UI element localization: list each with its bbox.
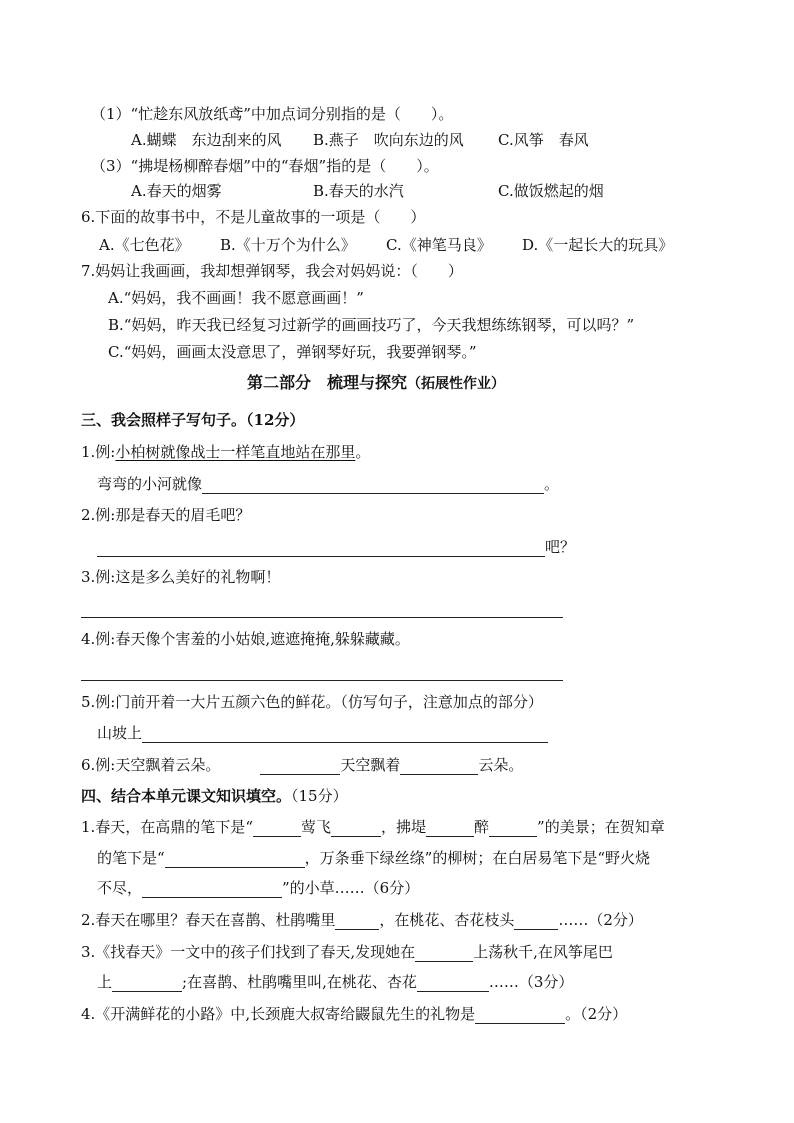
- fill1-line1: [81, 817, 665, 837]
- q6-option-c[interactable]: C.《神笔马良》: [386, 236, 492, 254]
- ex6-end: 云朵。: [478, 756, 524, 774]
- q6-option-a[interactable]: A.《七色花》: [99, 236, 190, 254]
- ex1-example: [81, 442, 370, 462]
- fill3-blank-2[interactable]: [112, 975, 182, 992]
- fill1-text-g: ，万条垂下绿丝绦”的柳树；在白居易笔下是“野火烧: [304, 849, 651, 867]
- ex4-answer-blank[interactable]: [81, 664, 563, 681]
- ex5-answer-blank[interactable]: [142, 726, 548, 743]
- fill1-text-i: ”的小草……（6分）: [282, 879, 420, 897]
- fill1-blank-2[interactable]: [331, 820, 381, 837]
- ex3-answer: [81, 598, 563, 618]
- fill2-blank-2[interactable]: [514, 913, 558, 930]
- ex5-answer-prefix: 山坡上: [97, 724, 143, 742]
- q1-option-c[interactable]: C.风筝 春风: [498, 131, 589, 149]
- fill2-blank-1[interactable]: [335, 913, 379, 930]
- ex1-example-sentence: 小柏树就像战士一样笔直地站在那里: [115, 443, 356, 461]
- question-1: （1）“忙趁东风放纸鸢”中加点词分别指的是（ ）。: [91, 105, 454, 123]
- fill4-text-a: 4.《开满鲜花的小路》中,长颈鹿大叔寄给鼹鼠先生的礼物是: [81, 1005, 476, 1023]
- q6-option-b[interactable]: B.《十万个为什么》: [220, 236, 356, 254]
- fill1-line3: [97, 878, 419, 898]
- ex1-prefix: 1.例:: [81, 443, 116, 461]
- ex3-example: 3.例:这是多么美好的礼物啊！: [81, 568, 281, 586]
- fill1-blank-1[interactable]: [253, 820, 301, 837]
- ex6-example: 6.例:天空飘着云朵。: [81, 756, 221, 774]
- section3-heading: 三、我会照样子写句子。（12分）: [81, 411, 305, 429]
- ex3-answer-blank[interactable]: [81, 601, 563, 618]
- ex2-answer-blank[interactable]: [97, 540, 545, 557]
- fill1-blank-5[interactable]: [165, 851, 305, 868]
- fill2-text-b: ，在桃花、杏花枝头: [379, 911, 515, 929]
- fill1-line2: [97, 848, 650, 868]
- ex6-blank-1[interactable]: [260, 758, 340, 775]
- fill3-text-d: ;在喜鹊、杜鹃嘴里叫,在桃花、杏花: [182, 973, 417, 991]
- part2-title-main: 第二部分 梳理与探究: [247, 373, 408, 392]
- fill4-blank[interactable]: [475, 1007, 565, 1024]
- question-7: 7.妈妈让我画画，我却想弹钢琴，我会对妈妈说：（ ）: [81, 262, 463, 280]
- section4-heading-text: 四、结合本单元课文知识填空。: [81, 787, 292, 805]
- section4-heading-score: （15分）: [291, 787, 348, 805]
- fill2-text-c: ……（2分）: [558, 911, 643, 929]
- ex6: [81, 755, 523, 775]
- fill2-text-a: 2.春天在哪里？春天在喜鹊、杜鹃嘴里: [81, 911, 336, 929]
- fill1-blank-4[interactable]: [489, 820, 537, 837]
- ex5-example: 5.例:门前开着一大片五颜六色的鲜花。（仿写句子，注意加点的部分）: [81, 693, 543, 711]
- fill4-line: [81, 1004, 627, 1024]
- q6-option-d[interactable]: D.《一起长大的玩具》: [522, 236, 674, 254]
- ex4-answer: [81, 661, 563, 681]
- part2-title: [247, 373, 505, 394]
- ex4-example: 4.例:春天像个害羞的小姑娘,遮遮掩掩,躲躲藏藏。: [81, 630, 410, 648]
- fill1-text-b: 莺飞: [300, 818, 331, 836]
- ex6-mid: 天空飘着: [340, 756, 401, 774]
- fill3-text-a: 3.《找春天》一文中的孩子们找到了春天,发现她在: [81, 943, 416, 961]
- fill3-line2: [97, 972, 573, 992]
- fill1-text-h: 不尽，: [97, 879, 143, 897]
- q7-option-a[interactable]: A.“妈妈，我不画画！我不愿意画画！”: [108, 289, 364, 307]
- section4-heading: [81, 786, 348, 806]
- fill1-blank-3[interactable]: [426, 820, 474, 837]
- question-6: 6.下面的故事书中，不是儿童故事的一项是（ ）: [81, 208, 426, 226]
- ex5-answer: [97, 723, 548, 743]
- fill1-blank-6[interactable]: [142, 881, 282, 898]
- fill1-text-f: 的笔下是“: [97, 849, 165, 867]
- q7-option-b[interactable]: B.“妈妈，昨天我已经复习过新学的画画技巧了，今天我想练练钢琴，可以吗？”: [108, 316, 635, 334]
- ex2-example: 2.例:那是春天的眉毛吧？: [81, 506, 251, 524]
- q1-option-a[interactable]: A.蝴蝶 东边刮来的风: [131, 131, 282, 149]
- ex6-blank-2[interactable]: [400, 758, 478, 775]
- fill1-text-c: ，拂堤: [381, 818, 427, 836]
- fill1-text-d: 醉: [474, 818, 490, 836]
- fill2-line: [81, 910, 643, 930]
- ex1-answer: [97, 474, 559, 494]
- fill1-text-e: ”的美景；在贺知章: [537, 818, 665, 836]
- question-3: （3）“拂堤杨柳醉春烟”中的“春烟”指的是（ ）。: [91, 157, 439, 175]
- ex2-answer: [97, 537, 575, 557]
- fill3-text-e: ……（3分）: [488, 973, 574, 991]
- q3-option-b[interactable]: B.春天的水汽: [313, 182, 404, 200]
- ex1-answer-end: 。: [544, 475, 560, 493]
- fill3-text-c: 上: [97, 973, 113, 991]
- fill3-line1: [81, 942, 613, 962]
- ex1-end: 。: [355, 443, 371, 461]
- fill3-text-b: 上荡秋千,在风筝尾巴: [473, 943, 613, 961]
- q3-option-c[interactable]: C.做饭燃起的烟: [498, 182, 604, 200]
- ex1-answer-prefix: 弯弯的小河就像: [97, 475, 203, 493]
- q3-option-a[interactable]: A.春天的烟雾: [131, 182, 222, 200]
- ex1-answer-blank[interactable]: [202, 477, 544, 494]
- fill4-text-b: 。（2分）: [565, 1005, 628, 1023]
- q7-option-c[interactable]: C.“妈妈，画画太没意思了，弹钢琴好玩，我要弹钢琴。”: [108, 343, 477, 361]
- fill3-blank-1[interactable]: [415, 945, 473, 962]
- q1-option-b[interactable]: B.燕子 吹向东边的风: [313, 131, 464, 149]
- fill1-text-a: 1.春天，在高鼎的笔下是“: [81, 818, 253, 836]
- fill3-blank-3[interactable]: [417, 975, 489, 992]
- ex2-answer-end: 吧？: [545, 538, 576, 556]
- part2-title-suffix: （拓展性作业）: [407, 376, 506, 392]
